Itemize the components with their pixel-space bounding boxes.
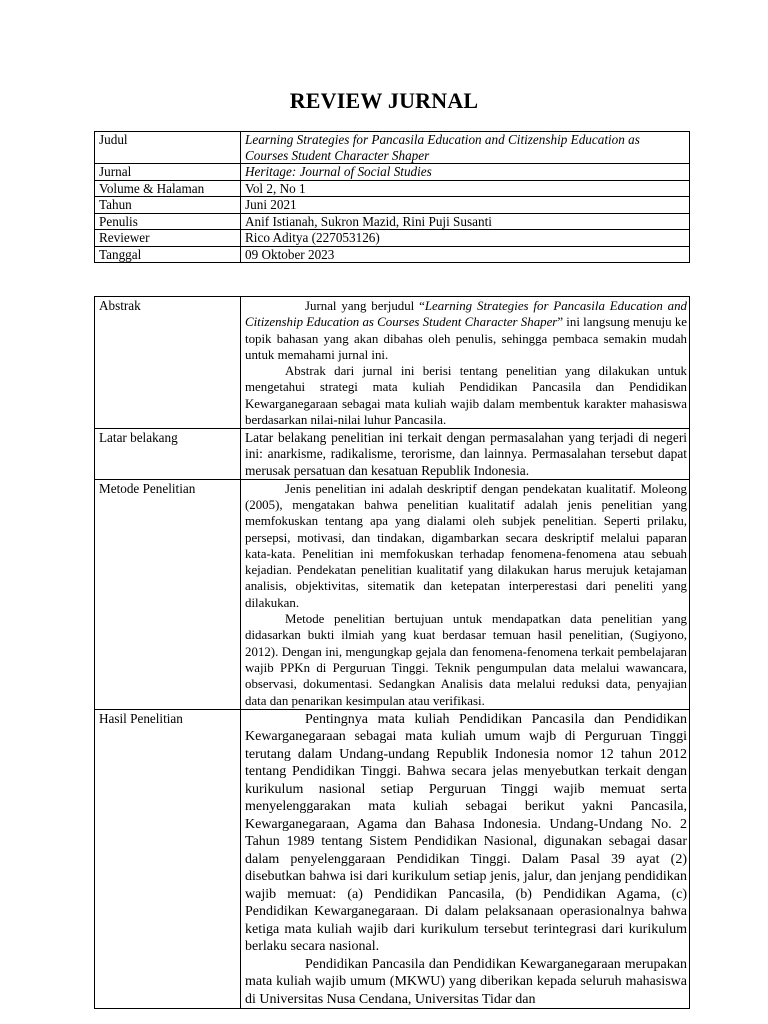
value-penulis: Anif Istianah, Sukron Mazid, Rini Puji Susanti (241, 213, 690, 230)
table-row (95, 213, 690, 230)
table-row (95, 180, 690, 197)
table-row (95, 429, 690, 479)
value-judul: Learning Strategies for Pancasila Education and Citizenship Education as Courses Student Character Shaper (241, 132, 690, 164)
metode-paragraph-1: Jenis penelitian ini adalah deskriptif dengan pendekatan kualitatif. Moleong (2005), mengatakan bahwa penelitian kualitatif adalah jenis penelitian yang memfokuskan tentang apa yang dialami oleh subjek penelitian. Seperti prilaku, persepsi, motivasi, dan tindakan, digambarkan secara deskriptif melalui paparan kata-kata. Penelitian ini memfokuskan terhadap fenomena-fenomena atau sebuah kejadian. Pendekatan penelitian kualitatif yang dilakukan harus merujuk ketajaman analisis, objektivitas, sitematik dan ketepatan interperestasi dari peneliti yang dilakukan. (245, 481, 687, 610)
table-row (95, 479, 690, 709)
metode-paragraph-2: Metode penelitian bertujuan untuk mendapatkan data penelitian yang didasarkan bukti ilmiah yang kuat berdasar temuan hasil penelitian, (Sugiyono, 2012). Dengan ini, mengungkap gejala dan fenomena-fenomena terkait pembelajaran wajib PPKn di Perguruan Tinggi. Teknik pengumpulan data melalui wawancara, observasi, dokumentasi. Sedangkan Analisis data melalui reduksi data, penyajian data dan penarikan kesimpulan atau verifikasi. (245, 612, 687, 708)
label-reviewer: Reviewer (95, 230, 241, 247)
abstrak-p1-suffix: ” ini langsung menuju ke topik bahasan yang akan dibahas oleh penulis, sehingga pembaca semakin mudah untuk memahami jurnal ini. (245, 315, 687, 362)
abstrak-paragraph-1 (245, 298, 687, 363)
label-tahun: Tahun (95, 197, 241, 214)
label-hasil-penelitian: Hasil Penelitian (95, 709, 241, 1009)
label-jurnal: Jurnal (95, 164, 241, 181)
table-row (95, 709, 690, 1009)
label-metode-penelitian: Metode Penelitian (95, 479, 241, 709)
value-volume: Vol 2, No 1 (241, 180, 690, 197)
hasil-paragraph-1: Pentingnya mata kuliah Pendidikan Pancasila dan Pendidikan Kewarganegaraan sebagai mata kuliah umum wajb di Perguruan Tinggi terutang dalam Undang-undang Republik Indonesia nomor 12 tahun 2012 tentang Pendidikan Tinggi. Bahwa secara jelas menyebutkan terkait dengan kurikulum nasional setiap Perguruan Tinggi wajib memuat serta menyelenggarakan mata kuliah sebagai berikut yakni Pancasila, Kewarganegaraan, Agama dan Bahasa Indonesia. Undang-Undang No. 2 Tahun 1989 tentang Sistem Pendidikan Nasional, digunakan sebagai dasar dalam penyelenggaraan Pendidikan Tinggi. Dalam Pasal 39 ayat (2) disebutkan bahwa isi dari kurikulum setiap jenis, jalur, dan jenjang pendidikan wajib memuat: (a) Pendidikan Pancasila, (b) Pendidikan Agama, (c) Pendidikan Kewarganegaraan. Di dalam pelaksanaan operasionalnya bahwa ketiga mata kuliah wajib dari kurikulum tersebut terintegrasi dari kurikulum berlaku secara nasional. (245, 711, 687, 955)
abstrak-paragraph-2: Abstrak dari jurnal ini berisi tentang penelitian yang dilakukan untuk mengetahui strategi mata kuliah Pendidikan Pancasila dan Pendidikan Kewarganegaraan sebagai mata kuliah wajib dalam membentuk karakter mahasiswa berdasarkan nilai-nilai luhur Pancasila. (245, 364, 687, 428)
abstrak-p1-prefix: Jurnal yang berjudul “ (305, 299, 425, 313)
abstrak-text (241, 297, 690, 429)
metode-text (241, 479, 690, 709)
label-tanggal: Tanggal (95, 246, 241, 263)
abstrak-p1-journal-title: Learning Strategies for Pancasila Education and Citizenship Education as Courses Student Character Shaper (245, 299, 687, 330)
table-row (95, 230, 690, 247)
page-title: REVIEW JURNAL (289, 88, 479, 113)
label-volume: Volume & Halaman (95, 180, 241, 197)
value-tanggal: 09 Oktober 2023 (241, 246, 690, 263)
journal-info-table (94, 131, 690, 263)
review-content-table (94, 296, 690, 1009)
table-row (95, 246, 690, 263)
hasil-text (241, 709, 690, 1009)
label-penulis: Penulis (95, 213, 241, 230)
value-reviewer: Rico Aditya (227053126) (241, 230, 690, 247)
latar-paragraph-1: Latar belakang penelitian ini terkait dengan permasalahan yang terjadi di negeri ini: anarkisme, radikalisme, terorisme, dan lainnya. Permasalahan tersebut dapat merusak persatuan dan kesatuan Republik Indonesia. (245, 430, 687, 478)
value-jurnal: Heritage: Journal of Social Studies (241, 164, 690, 181)
label-judul: Judul (95, 132, 241, 164)
table-row (95, 164, 690, 181)
value-tahun: Juni 2021 (241, 197, 690, 214)
table-row (95, 132, 690, 164)
table-row (95, 297, 690, 429)
latar-belakang-text (241, 429, 690, 479)
label-abstrak: Abstrak (95, 297, 241, 429)
label-latar-belakang: Latar belakang (95, 429, 241, 479)
hasil-paragraph-2: Pendidikan Pancasila dan Pendidikan Kewarganegaraan merupakan mata kuliah wajib umum (MKWU) yang diberikan kepada seluruh mahasiswa di Universitas Nusa Cendana, Universitas Tidar dan (245, 956, 687, 1007)
table-row (95, 197, 690, 214)
